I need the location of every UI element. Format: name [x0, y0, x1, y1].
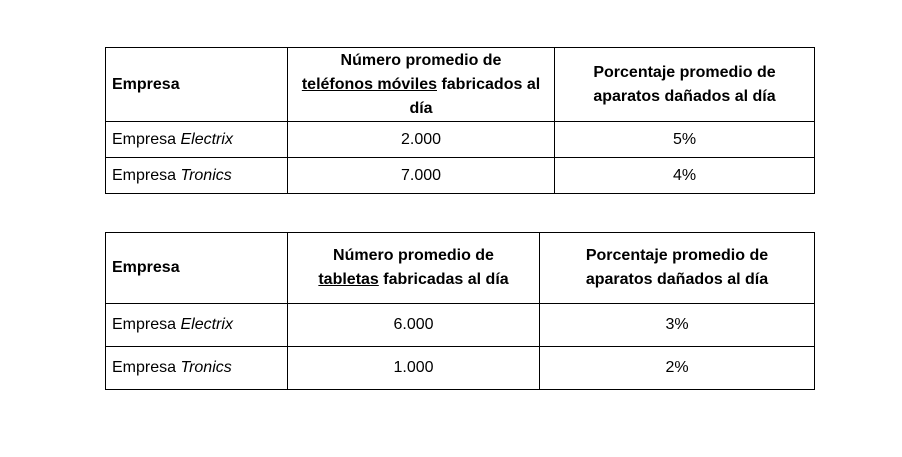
table-header-row [106, 233, 815, 304]
devices-cell: 7.000 [288, 158, 555, 194]
damaged-header: Porcentaje promedio de aparatos dañados al día [540, 233, 815, 304]
table-header-row [106, 48, 815, 122]
table-row [106, 304, 815, 347]
devices-header: Número promedio de teléfonos móviles fabricados al día [288, 48, 555, 122]
table-row [106, 158, 815, 194]
device-type-label: teléfonos móviles [301, 75, 437, 93]
damaged-cell: 5% [555, 122, 815, 158]
devices-cell: 2.000 [288, 122, 555, 158]
devices-cell: 6.000 [288, 304, 540, 347]
company-cell: Empresa Electrix [106, 122, 288, 158]
company-header: Empresa [106, 233, 288, 304]
company-header: Empresa [106, 48, 288, 122]
table-row [106, 122, 815, 158]
company-cell: Empresa Tronics [106, 347, 288, 390]
devices-cell: 1.000 [288, 347, 540, 390]
device-type-label: tabletas [318, 271, 379, 288]
damaged-header: Porcentaje promedio de aparatos dañados al día [555, 48, 815, 122]
phones-table [105, 47, 815, 194]
company-cell: Empresa Electrix [106, 304, 288, 347]
company-cell: Empresa Tronics [106, 158, 288, 194]
damaged-cell: 2% [540, 347, 815, 390]
table-row [106, 347, 815, 390]
tablets-table [105, 232, 815, 390]
devices-header: Número promedio de tabletas fabricadas al día [288, 233, 540, 304]
damaged-cell: 3% [540, 304, 815, 347]
damaged-cell: 4% [555, 158, 815, 194]
